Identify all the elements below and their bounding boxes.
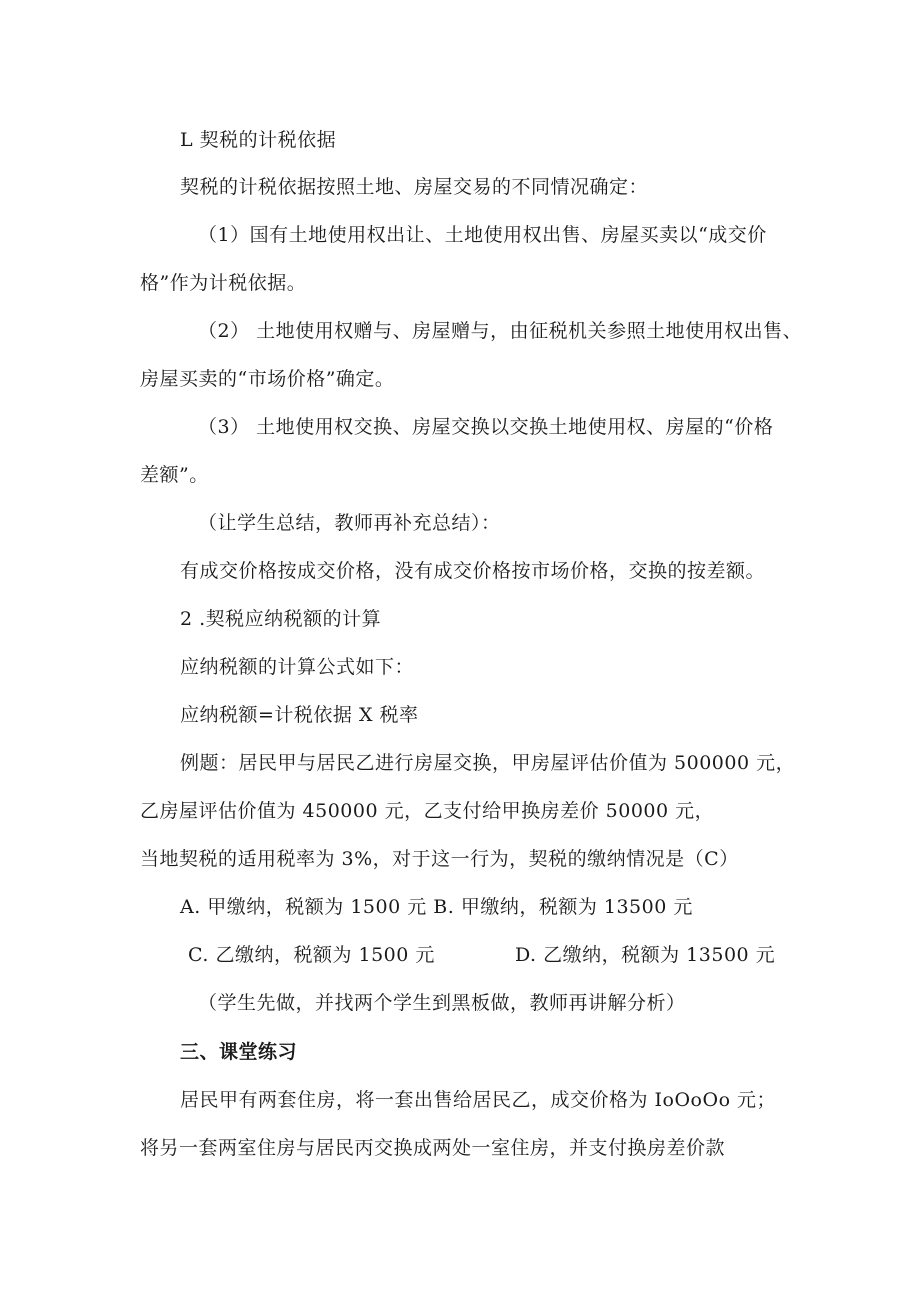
paragraph-item-3-line-2: 差额”。 <box>140 464 209 486</box>
paragraph-item-2-line-1: （2） 土地使用权赠与、房屋赠与，由征税机关参照土地使用权出售、 <box>198 320 803 342</box>
paragraph-example-line-2: 乙房屋评估价值为 450000 元，乙支付给甲换房差价 50000 元， <box>140 800 715 822</box>
paragraph-formula: 应纳税额=计税依据 X 税率 <box>180 704 419 726</box>
paragraph-formula-intro: 应纳税额的计算公式如下： <box>180 656 415 678</box>
paragraph-student-summary: （让学生总结，教师再补充总结）： <box>198 512 501 534</box>
paragraph-basis-intro: 契税的计税依据按照土地、房屋交易的不同情况确定： <box>180 176 649 198</box>
paragraph-student-exercise: （学生先做，并找两个学生到黑板做，教师再讲解分析） <box>198 992 686 1014</box>
paragraph-example-line-3: 当地契税的适用税率为 3%，对于这一行为，契税的缴纳情况是（C） <box>140 848 739 870</box>
paragraph-item-1-line-2: 格”作为计税依据。 <box>140 272 307 294</box>
paragraph-example-line-1: 例题：居民甲与居民乙进行房屋交换，甲房屋评估价值为 500000 元， <box>180 752 796 774</box>
paragraph-practice-line-1: 居民甲有两套住房，将一套出售给居民乙，成交价格为 IoOoOo 元； <box>180 1089 777 1111</box>
paragraph-item-2-line-2: 房屋买卖的“市场价格”确定。 <box>140 368 395 390</box>
paragraph-item-3-line-1: （3） 土地使用权交换、房屋交换以交换土地使用权、房屋的“价格 <box>198 416 774 438</box>
option-c: C. 乙缴纳，税额为 1500 元 <box>188 944 435 966</box>
option-d: D. 乙缴纳，税额为 13500 元 <box>515 944 776 966</box>
paragraph-summary-rule: 有成交价格按成交价格，没有成交价格按市场价格，交换的按差额。 <box>180 560 766 582</box>
option-a-b: A. 甲缴纳，税额为 1500 元 B. 甲缴纳，税额为 13500 元 <box>180 896 693 918</box>
heading-tax-calculation: 2 .契税应纳税额的计算 <box>180 608 382 630</box>
heading-classroom-practice: 三、课堂练习 <box>180 1041 298 1063</box>
heading-tax-basis: L 契税的计税依据 <box>180 129 337 151</box>
paragraph-item-1-line-1: （1）国有土地使用权出让、土地使用权出售、房屋买卖以“成交价 <box>198 224 767 246</box>
paragraph-practice-line-2: 将另一套两室住房与居民丙交换成两处一室住房，并支付换房差价款 <box>140 1137 726 1159</box>
